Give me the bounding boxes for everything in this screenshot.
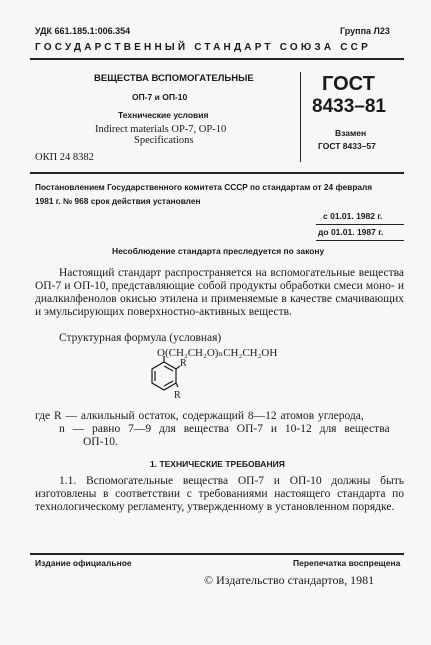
where-line-2: n — равно 7—9 для вещества ОП-7 и 10-12 для вещества [59,423,390,435]
footer-rule [30,553,404,555]
validity-bottom-rule [316,240,404,241]
formula-r-bottom: R [174,390,181,401]
section-1-paragraph: 1.1. Вспомогательные вещества ОП-7 и ОП-10 должны быть изготовлены в соответствии с требованиями настоящего стандарта по технологическому регламенту, утвержденному в установленном порядке. [35,475,404,513]
title-english-1: Indirect materials OP-7, OP-10 [95,124,227,135]
state-standard-heading: ГОСУДАРСТВЕННЫЙ СТАНДАРТ СОЮЗА ССР [35,42,371,53]
reprint-notice: Перепечатка воспрещена [293,558,401,568]
title-bottom-rule [30,172,404,174]
title-main: ВЕЩЕСТВА ВСПОМОГАТЕЛЬНЫЕ [94,73,254,84]
intro-paragraph: Настоящий стандарт распространяется на вспомогательные вещества ОП-7 и ОП-10, представляющие собой продукты обработки смеси моно- и диалкилфенолов окисью этилена и применяемые в качестве смачивающих и эмульсирующих поверхностно-активных веществ. [35,267,404,318]
validity-to: до 01.01. 1987 г. [318,227,384,237]
where-line-3: ОП-10. [83,436,118,448]
group-code: Группа Л23 [340,26,390,36]
validity-rule [316,224,404,225]
section-heading: 1. ТЕХНИЧЕСКИЕ ТРЕБОВАНИЯ [150,459,285,469]
legal-notice: Несоблюдение стандарта преследуется по закону [112,246,325,256]
validity-from: с 01.01. 1982 г. [323,211,383,221]
replaces-standard: ГОСТ 8433–57 [318,141,376,151]
header-rule [30,58,404,60]
title-divider [300,72,301,162]
formula-r-top: R [180,358,187,369]
title-sub: ОП-7 и ОП-10 [132,92,188,102]
formula-label: Структурная формула (условная) [59,332,222,344]
formula-chain: O(CH₂CH₂O)ₙCH₂CH₂OH [157,347,278,359]
decree-line-2: 1981 г. № 968 срок действия установлен [35,196,201,206]
where-line-1: где R — алкильный остаток, содержащий 8—12 атомов углерода, [35,410,364,422]
title-spec: Технические условия [118,110,209,120]
replaces-label: Взамен [335,128,367,138]
gost-number: 8433–81 [312,96,386,117]
copyright: © Издательство стандартов, 1981 [204,573,375,587]
decree-line-1: Постановлением Государственного комитета СССР по стандартам от 24 февраля [35,182,373,192]
udk-code: УДК 661.185.1:006.354 [35,26,131,36]
okp-code: ОКП 24 8382 [35,152,94,163]
gost-label: ГОСТ [322,73,375,95]
official-edition: Издание официальное [35,558,132,568]
title-english-2: Specifications [134,135,194,146]
